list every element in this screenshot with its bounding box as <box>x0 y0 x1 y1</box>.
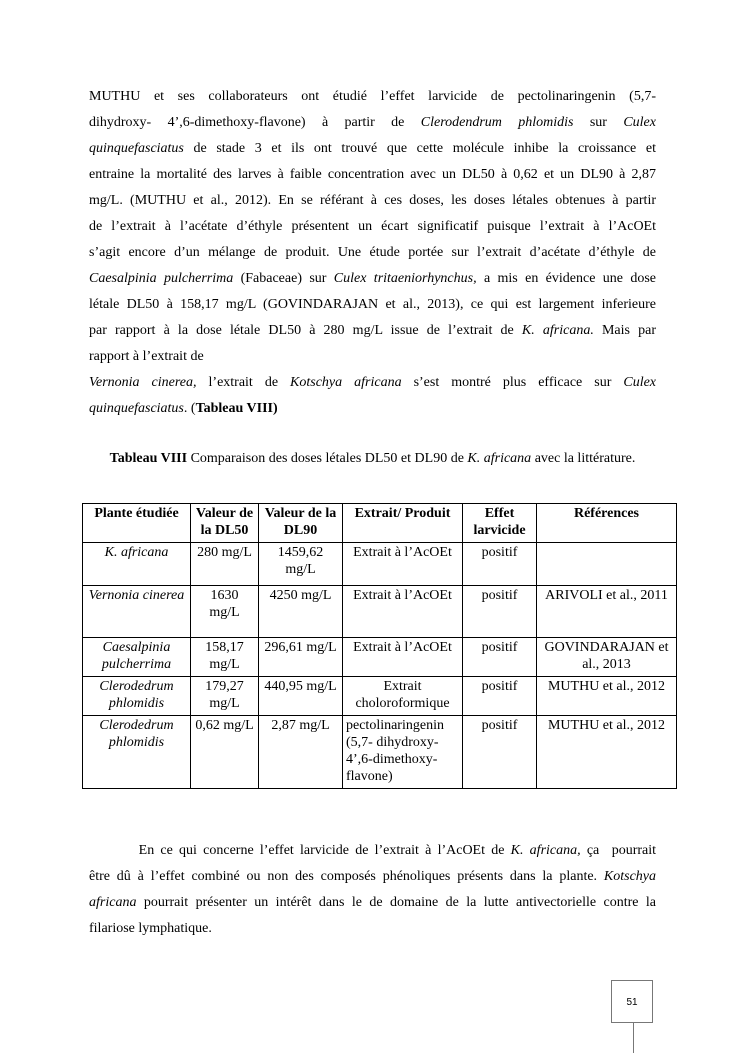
cell-dl50: 179,27 mg/L <box>191 677 259 716</box>
cell-dl90: 440,95 mg/L <box>259 677 343 716</box>
cell-plant: Vernonia cinerea <box>83 586 191 638</box>
cell-extract: Extrait choloroformique <box>343 677 463 716</box>
text-line: de l’extrait à l’acétate d’éthyle présentent un écart significatif puisque l’extrait à l’AcOEt <box>89 219 656 234</box>
header-dl50: Valeur de la DL50 <box>191 504 259 543</box>
cell-ref <box>537 543 677 586</box>
text-line: africana pourrait présenter un intérêt dans le de domaine de la lutte antivectorielle contre la <box>89 895 656 910</box>
cell-ref: MUTHU et al., 2012 <box>537 677 677 716</box>
body-paragraph-2 <box>89 838 656 942</box>
cell-plant: K. africana <box>83 543 191 586</box>
cell-dl50: 1630 mg/L <box>191 586 259 638</box>
header-references: Références <box>537 504 677 543</box>
cell-effect: positif <box>463 638 537 677</box>
cell-dl90: 4250 mg/L <box>259 586 343 638</box>
cell-plant: Clerodedrum phlomidis <box>83 677 191 716</box>
cell-dl50: 158,17 mg/L <box>191 638 259 677</box>
table-row <box>83 716 677 789</box>
text-line: MUTHU et ses collaborateurs ont étudié l’effet larvicide de pectolinaringenin (5,7- <box>89 89 656 104</box>
cell-extract: Extrait à l’AcOEt <box>343 638 463 677</box>
cell-dl90: 2,87 mg/L <box>259 716 343 789</box>
text-line: mg/L. (MUTHU et al., 2012). En se référant à ces doses, les doses létales obtenues à partir <box>89 193 656 208</box>
cell-effect: positif <box>463 586 537 638</box>
text-line: dihydroxy- 4’,6-dimethoxy-flavone) à partir de Clerodendrum phlomidis sur Culex <box>89 115 656 130</box>
cell-effect: positif <box>463 543 537 586</box>
header-effect: Effet larvicide <box>463 504 537 543</box>
cell-dl90: 1459,62 mg/L <box>259 543 343 586</box>
cell-plant: Caesalpinia pulcherrima <box>83 638 191 677</box>
body-paragraph-1 <box>89 84 656 422</box>
header-extract: Extrait/ Produit <box>343 504 463 543</box>
header-plant: Plante étudiée <box>83 504 191 543</box>
header-dl90: Valeur de la DL90 <box>259 504 343 543</box>
table-row <box>83 543 677 586</box>
cell-extract: Extrait à l’AcOEt <box>343 543 463 586</box>
cell-effect: positif <box>463 716 537 789</box>
text-line: s’agit encore d’un mélange de produit. Une étude portée sur l’extrait d’acétate d’éthyle de <box>89 245 656 260</box>
table-header-row <box>83 504 677 543</box>
text-line: par rapport à la dose létale DL50 à 280 mg/L issue de l’extrait de K. africana. Mais par <box>89 323 656 338</box>
text-line: Caesalpinia pulcherrima (Fabaceae) sur Culex tritaeniorhynchus, a mis en évidence une dose <box>89 271 656 286</box>
table-row <box>83 638 677 677</box>
cell-extract: Extrait à l’AcOEt <box>343 586 463 638</box>
cell-extract: pectolinaringenin (5,7- dihydroxy- 4’,6-dimethoxy- flavone) <box>343 716 463 789</box>
table-caption: Tableau VIII Comparaison des doses létales DL50 et DL90 de K. africana avec la littérature. <box>109 451 636 466</box>
text-line: filariose lymphatique. <box>89 921 212 936</box>
text-line: létale DL50 à 158,17 mg/L (GOVINDARAJAN et al., 2013), ce qui est largement inferieure <box>89 297 656 312</box>
text-line: rapport à l’extrait de <box>89 349 204 364</box>
text-line: être dû à l’effet combiné ou non des composés phénoliques présents dans la plante. Kotschya <box>89 869 656 884</box>
cell-ref: GOVINDARAJAN et al., 2013 <box>537 638 677 677</box>
cell-dl50: 0,62 mg/L <box>191 716 259 789</box>
text-line: quinquefasciatus de stade 3 et ils ont trouvé que cette molécule inhibe la croissance et <box>89 141 656 156</box>
page-number: 51 <box>611 980 653 1023</box>
text-line: Vernonia cinerea, l’extrait de Kotschya africana s’est montré plus efficace sur Culex <box>89 375 657 390</box>
text-line: entraine la mortalité des larves à faible concentration avec un DL50 à 0,62 et un DL90 à 2,87 <box>89 167 656 182</box>
table-row <box>83 677 677 716</box>
page-number-rule <box>633 1023 634 1053</box>
cell-dl50: 280 mg/L <box>191 543 259 586</box>
dose-comparison-table <box>82 503 677 789</box>
cell-dl90: 296,61 mg/L <box>259 638 343 677</box>
cell-ref: ARIVOLI et al., 2011 <box>537 586 677 638</box>
table-row <box>83 586 677 638</box>
cell-plant: Clerodedrum phlomidis <box>83 716 191 789</box>
cell-ref: MUTHU et al., 2012 <box>537 716 677 789</box>
cell-effect: positif <box>463 677 537 716</box>
text-line: En ce qui concerne l’effet larvicide de l’extrait à l’AcOEt de K. africana, ça pourrait <box>89 843 657 858</box>
caption-label: Tableau VIII <box>109 451 188 466</box>
text-line: quinquefasciatus. (Tableau VIII) <box>89 401 278 416</box>
